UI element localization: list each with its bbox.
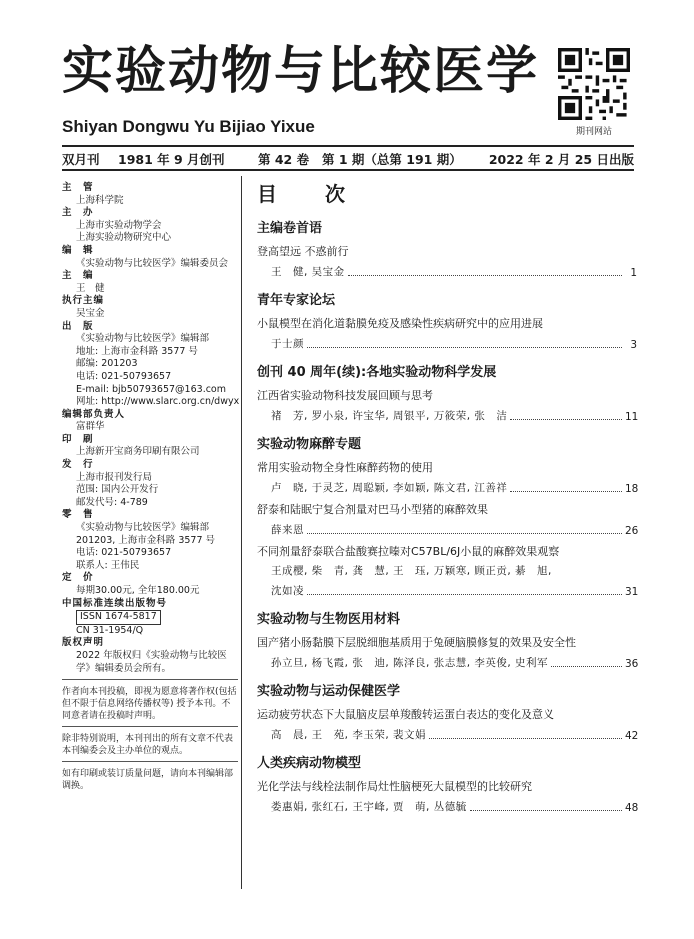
leader-dots xyxy=(510,419,622,420)
article-page-number[interactable]: 1 xyxy=(630,267,637,279)
article-page-number[interactable]: 36 xyxy=(625,658,639,670)
leader-dots xyxy=(470,810,622,811)
article-page-number[interactable]: 31 xyxy=(625,586,639,598)
issue-pub-date: 2022 年 2 月 25 日出版 xyxy=(488,152,634,167)
issn-number: ISSN 1674-5817 xyxy=(76,610,161,625)
article-title-link[interactable]: 舒泰和陆眠宁复合剂量对巴马小型猪的麻醉效果 xyxy=(257,503,488,516)
sidebar-value: 上海市报刊发行局 xyxy=(76,471,153,483)
sidebar-value: 每期30.00元, 全年180.00元 xyxy=(76,585,200,596)
sidebar-heading: 发 行 xyxy=(62,459,94,471)
qr-code-icon[interactable] xyxy=(558,48,630,120)
article-title-link[interactable]: 不同剂量舒泰联合盐酸赛拉嗪对C57BL/6J小鼠的麻醉效果观察 xyxy=(257,545,560,558)
article-byline xyxy=(271,480,637,495)
article-authors: 沈如凌 xyxy=(271,585,304,597)
publication-info-sidebar xyxy=(62,182,238,792)
article-title-link[interactable]: 国产猪小肠黏膜下层脱细胞基质用于兔硬脑膜修复的效果及安全性 xyxy=(257,636,576,649)
issue-frequency: 双月刊 xyxy=(62,152,100,167)
sidebar-value: 王 健 xyxy=(76,282,105,294)
sidebar-value: 上海新开宝商务印刷有限公司 xyxy=(76,446,200,458)
toc-section-heading: 青年专家论坛 xyxy=(257,293,336,308)
sidebar-value: 电话: 021-50793657 xyxy=(76,370,172,382)
article-byline xyxy=(271,408,637,423)
toc-section-heading: 人类疾病动物模型 xyxy=(257,756,362,771)
article-authors: 褚 芳, 罗小泉, 许宝华, 周银平, 万筱荣, 张 洁 xyxy=(271,410,508,422)
copyright-line: 2022 年版权归《实验动物与比较医 xyxy=(76,649,227,661)
sidebar-value: 邮发代号: 4-789 xyxy=(76,496,148,508)
cn-number: CN 31-1954/Q xyxy=(76,624,144,636)
article-authors: 孙立旦, 杨飞霞, 张 迪, 陈泽良, 张志慧, 李英俊, 史利军 xyxy=(271,657,549,669)
sidebar-heading: 出 版 xyxy=(62,320,94,332)
sidebar-value: 《实验动物与比较医学》编辑部 xyxy=(76,522,210,534)
sidebar-heading: 执行主编 xyxy=(62,295,105,307)
sidebar-heading: 主 办 xyxy=(62,207,94,219)
article-authors: 于士颜 xyxy=(271,338,304,350)
article-title-link[interactable]: 运动疲劳状态下大鼠脑皮层单羧酸转运蛋白表达的变化及意义 xyxy=(257,708,554,721)
article-authors: 卢 晓, 于灵芝, 周聪颖, 李如颖, 陈文君, 江善祥 xyxy=(271,482,508,494)
sidebar-value: 吴宝金 xyxy=(76,307,105,319)
article-byline xyxy=(271,336,637,351)
qr-code-label: 期刊网站 xyxy=(575,127,612,137)
sidebar-value: 邮编: 201203 xyxy=(76,358,138,370)
divider xyxy=(62,761,238,762)
article-authors: 王成樱, 柴 青, 龚 慧, 王 珏, 万颖寒, 顾正贡, 綦 旭, xyxy=(271,565,552,577)
copyright-line: 学》编辑委员会所有。 xyxy=(76,662,172,674)
issue-volume: 第 42 卷 xyxy=(258,152,310,167)
article-page-number[interactable]: 42 xyxy=(625,730,639,742)
leader-dots xyxy=(510,491,622,492)
sidebar-value: E-mail: bjb50793657@163.com xyxy=(76,383,227,395)
issue-info-bar xyxy=(62,148,634,168)
sidebar-value: 电话: 021-50793657 xyxy=(76,547,172,559)
article-title-link[interactable]: 光化学法与线栓法制作局灶性脑梗死大鼠模型的比较研究 xyxy=(257,780,532,793)
article-title-link[interactable]: 小鼠模型在消化道黏膜免疫及感染性疾病研究中的应用进展 xyxy=(257,317,543,330)
sidebar-heading: 编辑部负责人 xyxy=(62,408,126,420)
leader-dots xyxy=(307,347,622,348)
sidebar-value: 范围: 国内公开发行 xyxy=(76,484,159,496)
toc-section-heading: 实验动物与生物医用材料 xyxy=(257,612,401,627)
journal-title: 实验动物与比较医学 xyxy=(62,41,540,101)
issue-founded: 1981 年 9 月创刊 xyxy=(118,152,225,167)
article-page-number[interactable]: 26 xyxy=(625,525,639,537)
sidebar-value: 《实验动物与比较医学》编辑委员会 xyxy=(76,257,229,269)
leader-dots xyxy=(307,594,622,595)
sidebar-value: 上海实验动物研究中心 xyxy=(76,232,172,244)
article-page-number[interactable]: 48 xyxy=(625,802,639,814)
copyright-note: 作者向本刊投稿，即视为愿意将著作权(包括但不限于信息网络传播权等) 授予本刊。不同意者请在投稿时声明。 xyxy=(62,687,237,722)
article-byline xyxy=(271,655,637,670)
article-authors: 娄惠娟, 张红石, 王宇峰, 贾 萌, 丛德毓 xyxy=(271,801,467,813)
journal-pinyin-title: Shiyan Dongwu Yu Bijiao Yixue xyxy=(62,117,315,136)
toc-section-heading: 实验动物麻醉专题 xyxy=(257,437,362,452)
article-title-link[interactable]: 登高望远 不惑前行 xyxy=(257,245,349,258)
sidebar-value: 联系人: 王伟民 xyxy=(76,559,140,571)
bottom-rule xyxy=(62,169,634,171)
toc-section-heading: 创刊 40 周年(续):各地实验动物科学发展 xyxy=(257,365,497,380)
toc-section-heading: 主编卷首语 xyxy=(257,221,323,236)
table-of-contents xyxy=(257,178,637,814)
article-authors: 王 健, 吴宝金 xyxy=(271,266,345,278)
article-page-number[interactable]: 18 xyxy=(625,483,639,495)
article-byline xyxy=(271,727,637,742)
article-page-number[interactable]: 3 xyxy=(630,339,637,351)
divider xyxy=(62,679,238,680)
column-divider xyxy=(241,176,242,889)
issn-heading: 中国标准连续出版物号 xyxy=(62,597,168,609)
sidebar-value: 上海科学院 xyxy=(76,194,124,206)
sidebar-heading: 印 刷 xyxy=(62,433,94,445)
article-authors: 薛来恩 xyxy=(271,524,304,536)
copyright-heading: 版权声明 xyxy=(62,637,105,649)
sidebar-heading: 定 价 xyxy=(62,572,94,584)
sidebar-value: 地址: 上海市金科路 3577 号 xyxy=(76,345,198,357)
sidebar-heading: 主 管 xyxy=(62,182,94,193)
leader-dots xyxy=(429,738,622,739)
sidebar-value: 201203, 上海市金科路 3577 号 xyxy=(76,534,216,546)
article-byline xyxy=(271,522,637,537)
sidebar-value: 网址: http://www.slarc.org.cn/dwyx xyxy=(76,396,240,408)
toc-section-heading: 实验动物与运动保健医学 xyxy=(257,684,401,699)
article-authors: 高 晨, 王 苑, 李玉荣, 裴文娟 xyxy=(271,729,427,741)
divider xyxy=(62,726,238,727)
sidebar-heading: 编 辑 xyxy=(62,244,94,256)
article-title-link[interactable]: 常用实验动物全身性麻醉药物的使用 xyxy=(257,461,433,474)
sidebar-value: 《实验动物与比较医学》编辑部 xyxy=(76,333,210,345)
leader-dots xyxy=(307,533,622,534)
article-byline xyxy=(271,264,637,279)
top-rule xyxy=(62,145,634,147)
article-byline xyxy=(271,583,637,598)
leader-dots xyxy=(348,275,622,276)
article-page-number[interactable]: 11 xyxy=(625,411,639,423)
disclaimer-note: 除非特别说明，本刊刊出的所有文章不代表本刊编委会及主办单位的观点。 xyxy=(62,734,234,757)
sidebar-heading: 零 售 xyxy=(62,509,94,521)
quality-note: 如有印刷或装订质量问题，请向本刊编辑部调换。 xyxy=(62,769,234,792)
article-title-link[interactable]: 江西省实验动物科技发展回顾与思考 xyxy=(257,389,433,402)
sidebar-value: 富群华 xyxy=(76,421,105,433)
sidebar-value: 上海市实验动物学会 xyxy=(76,219,162,231)
toc-title: 目 次 xyxy=(257,182,359,206)
issue-number: 第 1 期（总第 191 期） xyxy=(322,152,462,167)
sidebar-heading: 主 编 xyxy=(62,270,94,282)
article-byline xyxy=(271,799,637,814)
leader-dots xyxy=(551,666,622,667)
